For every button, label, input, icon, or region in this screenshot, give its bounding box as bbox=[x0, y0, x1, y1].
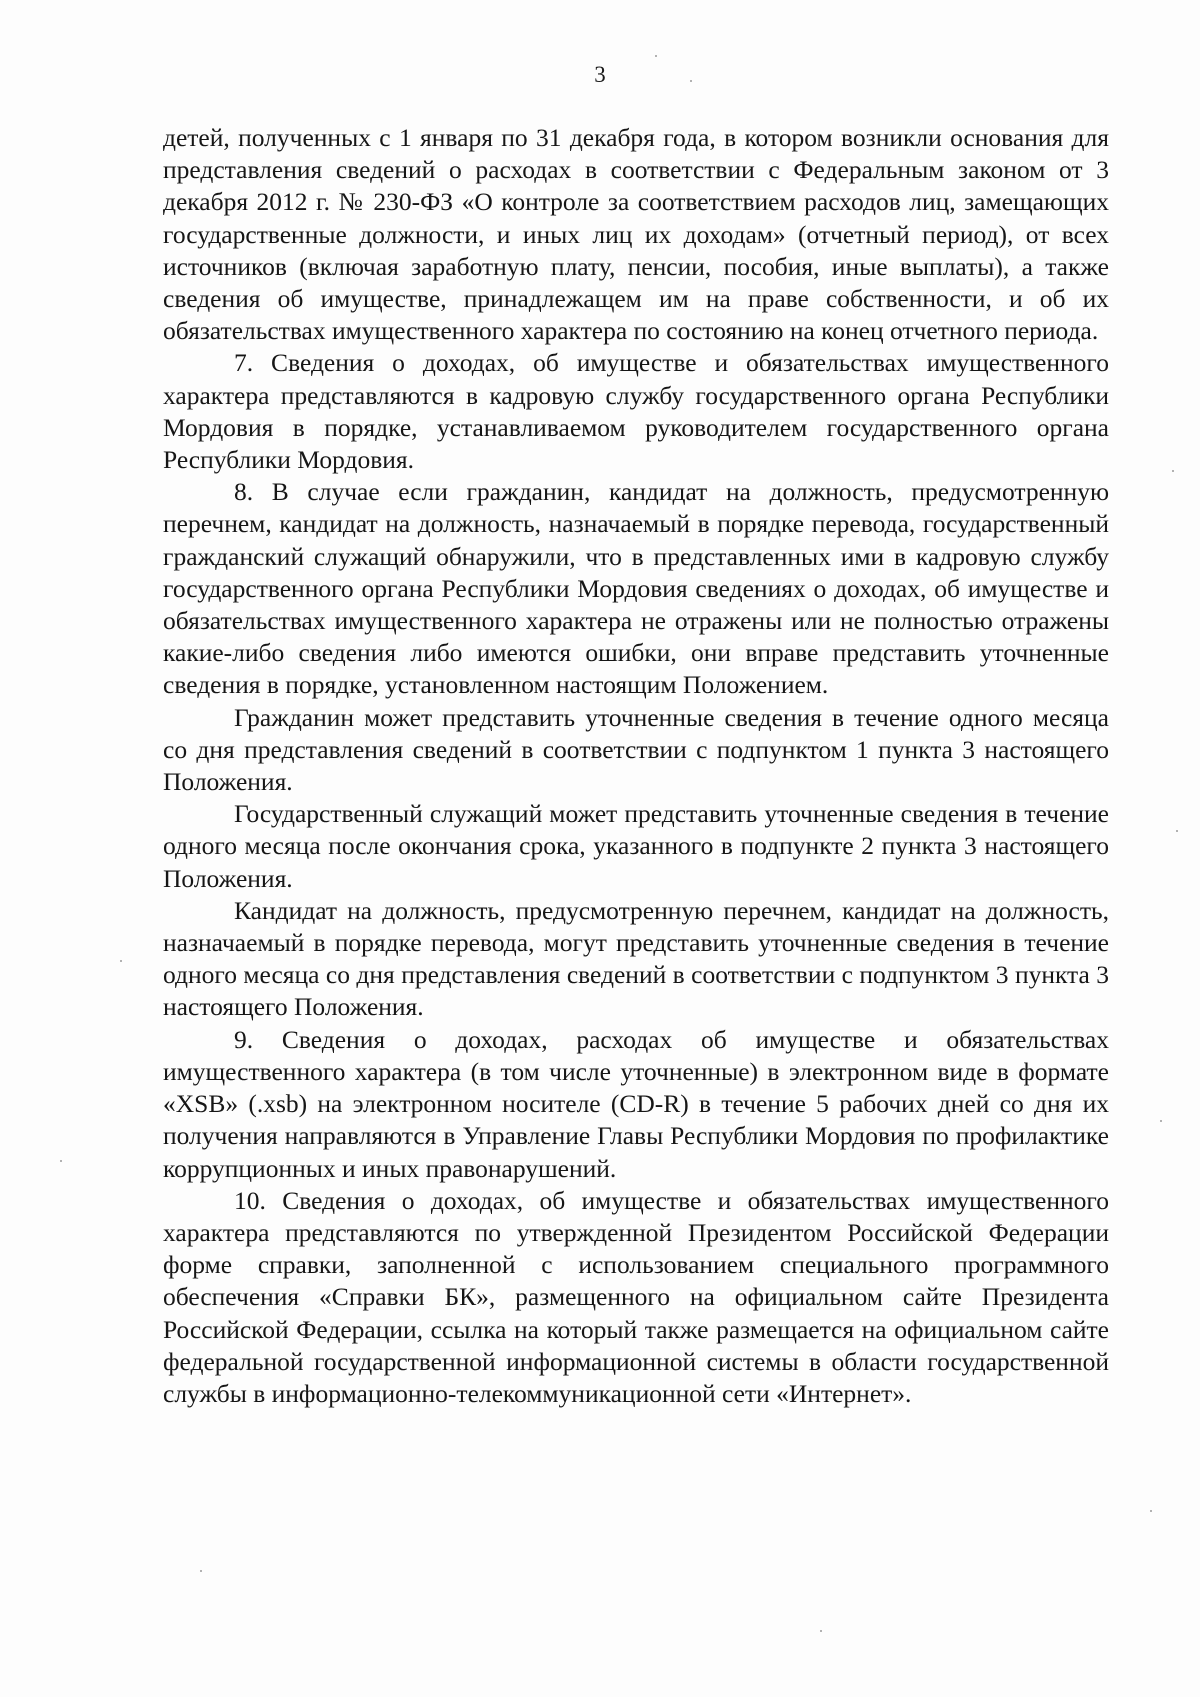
paragraph-item-7: 7. Сведения о доходах, об имуществе и обязательствах имущественного характера представляются в кадровую службу государственного органа Республики Мордовия в порядке, устанавливаемом руководителем государственного органа Республики Мордовия. bbox=[163, 348, 1109, 475]
paragraph-item-9: 9. Сведения о доходах, расходах об имуществе и обязательствах имущественного характера (в том числе уточненные) в электронном виде в формате «XSB» (.xsb) на электронном носителе (CD-R) в течение 5 рабочих дней со дня их получения направляются в Управление Главы Республики Мордовия по профилактике коррупционных и иных правонарушений. bbox=[163, 1024, 1109, 1183]
page-number: 3 bbox=[594, 62, 606, 87]
paragraph-item-10: 10. Сведения о доходах, об имуществе и обязательствах имущественного характера представляются по утвержденной Президентом Российской Федерации форме справки, заполненной с использованием специального программного обеспечения «Справки БК», размещенного на официальном сайте Президента Российской Федерации, ссылка на который также размещается на официальном сайте федеральной государственной информационной системы в области государственной службы в информационно-телекоммуникационной сети «Интернет». bbox=[163, 1185, 1109, 1408]
paragraph-item-8: 8. В случае если гражданин, кандидат на должность, предусмотренную перечнем, кандидат на должность, назначаемый в порядке перевода, государственный гражданский служащий обнаружили, что в представленных ими в кадровую службу государственного органа Республики Мордовия сведениях о доходах, об имуществе и обязательствах имущественного характера не отражены или не полностью отражены какие-либо сведения либо имеются ошибки, они вправе представить уточненные сведения в порядке, установленном настоящим Положением. bbox=[163, 477, 1109, 700]
document-body bbox=[163, 122, 1109, 1410]
paragraph-income-period: детей, полученных с 1 января по 31 декабря года, в котором возникли основания для представления сведений о расходах в соответствии с Федеральным законом от 3 декабря 2012 г. № 230-ФЗ «О контроле за соответствием расходов лиц, замещающих государственные должности, и иных лиц их доходам» (отчетный период), от всех источников (включая заработную плату, пенсии, пособия, иные выплаты), а также сведения об имуществе, принадлежащем им на праве собственности, и об их обязательствах имущественного характера по состоянию на конец отчетного периода. bbox=[163, 123, 1109, 346]
paragraph-citizen-clarification: Гражданин может представить уточненные сведения в течение одного месяца со дня представления сведений в соответствии с подпунктом 1 пункта 3 настоящего Положения. bbox=[163, 702, 1109, 797]
paragraph-servant-clarification: Государственный служащий может представить уточненные сведения в течение одного месяца после окончания срока, указанного в подпункте 2 пункта 3 настоящего Положения. bbox=[163, 799, 1109, 893]
paragraph-candidate-clarification: Кандидат на должность, предусмотренную перечнем, кандидат на должность, назначаемый в порядке перевода, могут представить уточненные сведения в течение одного месяца со дня представления сведений в соответствии с подпунктом 3 пункта 3 настоящего Положения. bbox=[163, 895, 1109, 1022]
